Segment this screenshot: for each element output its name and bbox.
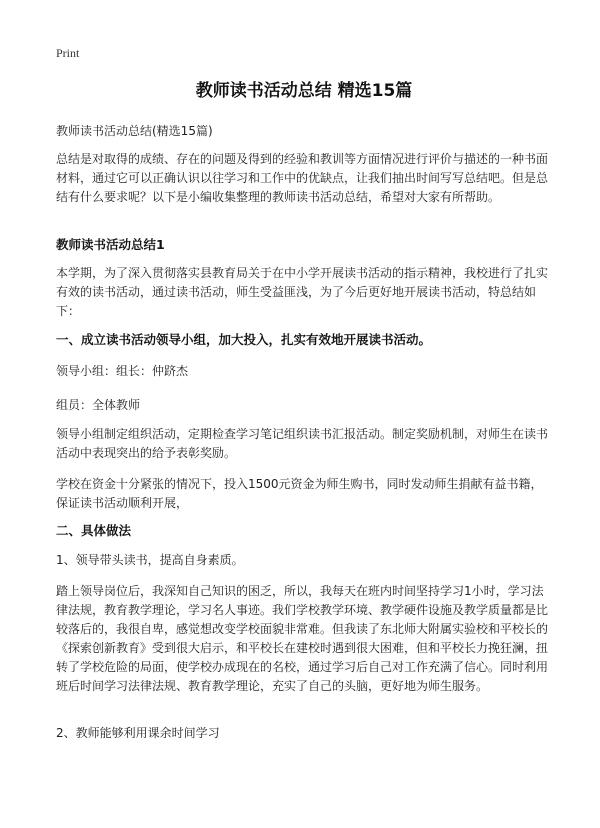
leader-paragraph: 领导小组制定组织活动，定期检查学习笔记组织读书汇报活动。制定奖励机制，对师生在读书活动中表现突出的给予表彰奖励。 bbox=[56, 427, 549, 460]
heading-two: 二、具体做法 bbox=[56, 523, 132, 538]
leader-group-line: 领导小组：组长：仲跻杰 bbox=[56, 364, 189, 378]
funding-paragraph: 学校在资金十分紧张的情况下，投入1500元资金为师生购书，同时发动师生捐献有益书籍，保证读书活动顺利开展， bbox=[56, 477, 543, 510]
item-2-title: 2、教师能够利用课余时间学习 bbox=[56, 726, 220, 740]
heading-one: 一、成立读书活动领导小组，加大投入，扎实有效地开展读书活动。 bbox=[56, 332, 432, 347]
section-1-heading: 教师读书活动总结1 bbox=[56, 237, 165, 252]
item-1-paragraph: 踏上领导岗位后，我深知自己知识的困乏，所以，我每天在班内时间坚持学习1小时，学习法律法规，教育教学理论，学习名人事迹。我们学校教学环境、教学硬件设施及教学质量都是比较落后的，我很自卑，感觉想改变学校面貌非常难。但我读了东北师大附属实验校和平校长的《探索创新教育》受到很大启示，和平校长在建校时遇到很大困难，但和平校长力挽狂澜，扭转了学校危险的局面，使学校办成现在的名校，通过学习后自己对工作充满了信心。同时利用班后时间学习法律法规、教育教学理论，充实了自己的头脑，更好地为师生服务。 bbox=[56, 584, 549, 693]
intro-paragraph: 总结是对取得的成绩、存在的问题及得到的经验和教训等方面情况进行评价与描述的一种书面材料，通过它可以正确认识以往学习和工作中的优缺点，让我们抽出时间写写总结吧。但是总结有什么要求呢？以下是小编收集整理的教师读书活动总结，希望对大家有所帮助。 bbox=[56, 152, 549, 204]
section-1-paragraph: 本学期，为了深入贯彻落实县教育局关于在中小学开展读书活动的指示精神，我校进行了扎实有效的读书活动，通过读书活动，师生受益匪浅，为了今后更好地开展读书活动，特总结如下： bbox=[56, 266, 549, 318]
members-line: 组员：全体教师 bbox=[56, 398, 141, 412]
print-link[interactable]: Print bbox=[56, 46, 80, 60]
document-subtitle: 教师读书活动总结(精选15篇) bbox=[56, 124, 213, 138]
item-1-title: 1、领导带头读书，提高自身素质。 bbox=[56, 553, 244, 567]
page-title: 教师读书活动总结 精选15篇 bbox=[195, 81, 413, 101]
